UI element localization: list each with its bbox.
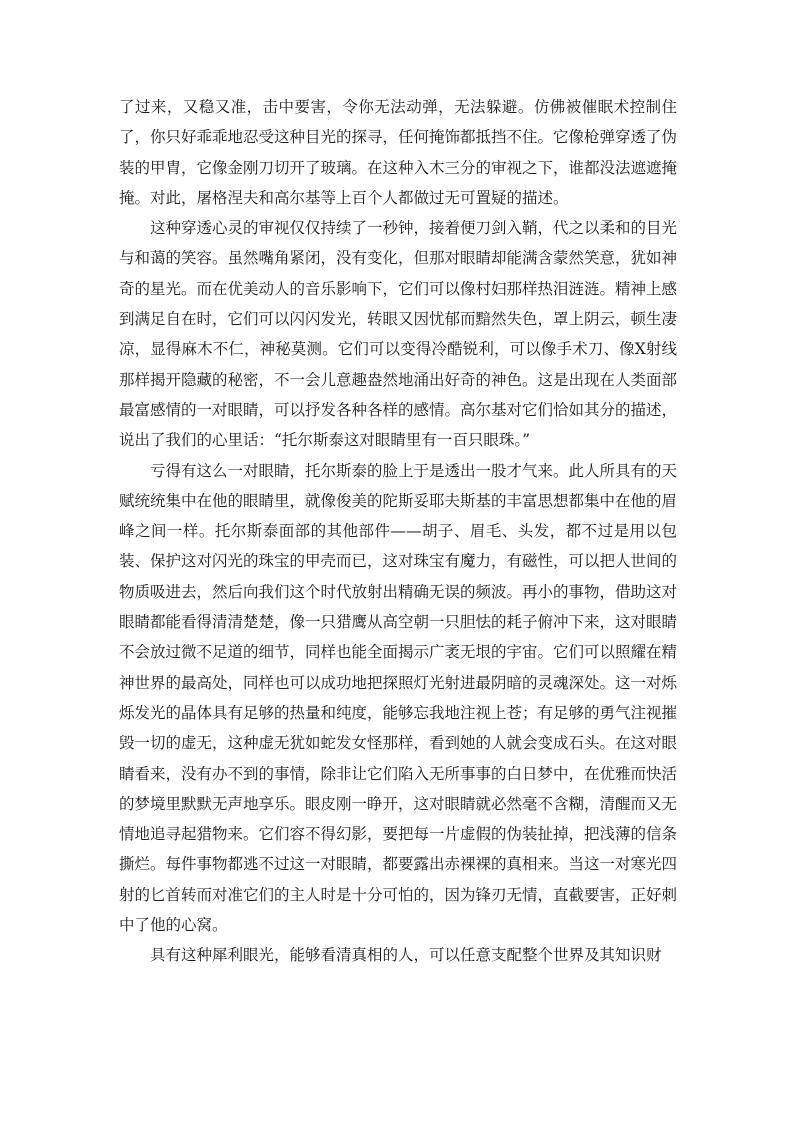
paragraph-3: 亏得有这么一对眼睛，托尔斯泰的脸上于是透出一股才气来。此人所具有的天赋统统集中在他的眼睛里，就像俊美的陀斯妥耶夫斯基的丰富思想都集中在他的眉峰之间一样。托尔斯泰面部的其他部件——胡子、眉毛、头发，都不过是用以包装、保护这对闪光的珠宝的甲壳而已，这对珠宝有魔力，有磁性，可以把人世间的物质吸进去，然后向我们这个时代放射出精确无误的频波。再小的事物，借助这对眼睛都能看得清清楚楚，像一只猎鹰从高空朝一只胆怯的耗子俯冲下来，这对眼睛不会放过微不足道的细节，同样也能全面揭示广袤无垠的宇宙。它们可以照耀在精神世界的最高处，同样也可以成功地把探照灯光射进最阴暗的灵魂深处。这一对烁烁发光的晶体具有足够的热量和纯度，能够忘我地注视上苍；有足够的勇气注视摧毁一切的虚无，这种虚无犹如蛇发女怪那样，看到她的人就会变成石头。在这对眼睛看来，没有办不到的事情，除非让它们陷入无所事事的白日梦中，在优雅而快活的梦境里默默无声地享乐。眼皮刚一睁开，这对眼睛就必然毫不含糊，清醒而又无情地追寻起猎物来。它们容不得幻影，要把每一片虚假的伪装扯掉，把浅薄的信条撕烂。每件事物都逃不过这一对眼睛，都要露出赤裸裸的真相来。当这一对寒光四射的匕首转而对准它们的主人时是十分可怕的，因为锋刃无情，直截要害，正好刺中了他的心窝。 (119, 461, 678, 935)
article-body (119, 92, 677, 971)
paragraph-2: 这种穿透心灵的审视仅仅持续了一秒钟，接着便刀剑入鞘，代之以柔和的目光与和蔼的笑容。虽然嘴角紧闭，没有变化，但那对眼睛却能满含蒙然笑意，犹如神奇的星光。而在优美动人的音乐影响下，它们可以像村妇那样热泪涟涟。精神上感到满足自在时，它们可以闪闪发光，转眼又因忧郁而黯然失色，罩上阴云，顿生凄凉，显得麻木不仁，神秘莫测。它们可以变得冷酷锐利，可以像手术刀、像X射线那样揭开隐藏的秘密，不一会儿意趣盎然地涌出好奇的神色。这是出现在人类面部最富感情的一对眼睛，可以抒发各种各样的感情。高尔基对它们恰如其分的描述，说出了我们的心里话：“托尔斯泰这对眼睛里有一百只眼珠。” (119, 219, 678, 450)
paragraph-4: 具有这种犀利眼光，能够看清真相的人，可以任意支配整个世界及其知识财 (150, 946, 662, 965)
paragraph-1: 了过来，又稳又准，击中要害，令你无法动弹，无法躲避。仿佛被催眠术控制住了，你只好乖乖地忍受这种目光的探寻，任何掩饰都抵挡不住。它像枪弹穿透了伪装的甲胄，它像金刚刀切开了玻璃。在这种入木三分的审视之下，谁都没法遮遮掩掩。对此，屠格涅夫和高尔基等上百个人都做过无可置疑的描述。 (119, 98, 678, 207)
